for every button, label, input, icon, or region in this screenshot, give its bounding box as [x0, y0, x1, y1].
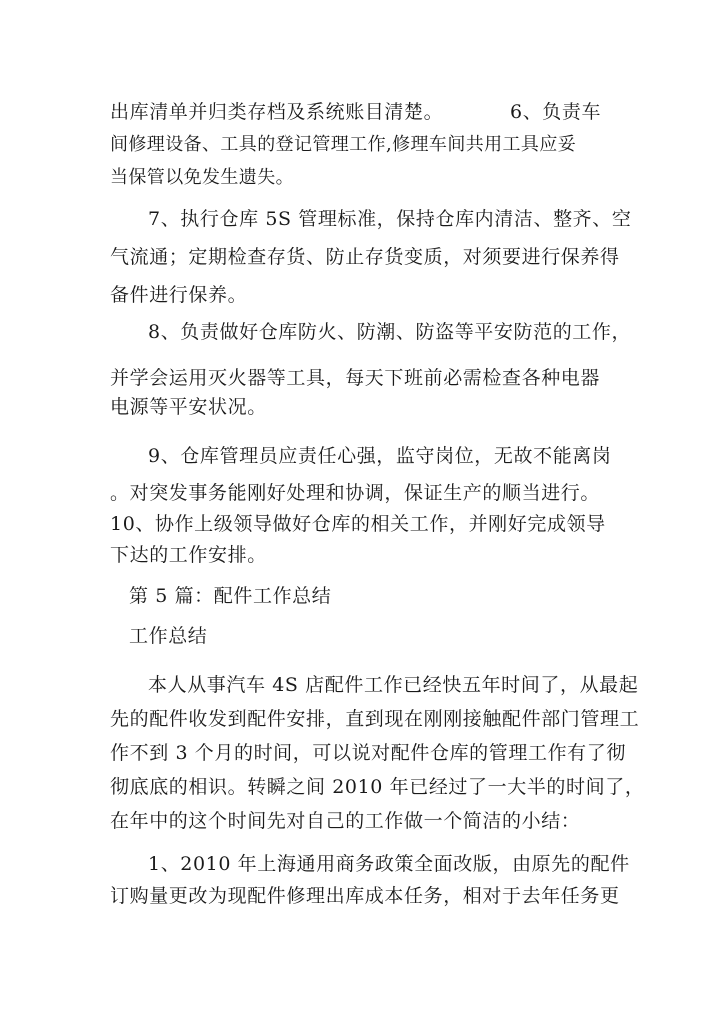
text-line: 电源等平安状况。	[110, 396, 267, 418]
text-line: 6、负责车	[510, 101, 602, 123]
text-line: 7、执行仓库 5S 管理标准，保持仓库内清洁、整齐、空	[148, 208, 632, 230]
text-line: 并学会运用灭火器等工具，每天下班前必需检查各种电器	[110, 367, 601, 389]
text-line: 1、2010 年上海通用商务政策全面改版，由原先的配件	[148, 853, 630, 875]
text-line: 作不到 3 个月的时间，可以说对配件仓库的管理工作有了彻	[110, 742, 626, 764]
text-line: 10、协作上级领导做好仓库的相关工作，并刚好完成领导	[110, 513, 606, 535]
section-heading: 第 5 篇：配件工作总结	[129, 585, 332, 607]
text-line: 9、仓库管理员应责任心强，监守岗位，无故不能离岗	[148, 445, 612, 467]
text-line: 。对突发事务能刚好处理和协调，保证生产的顺当进行。	[110, 482, 601, 504]
text-line: 彻底底的相识。转瞬之间 2010 年已经过了一大半的时间了，	[110, 776, 645, 798]
text-line: 出库清单并归类存档及系统账目清楚。	[110, 101, 444, 123]
text-line: 备件进行保养。	[110, 284, 248, 306]
text-line: 间修理设备、工具的登记管理工作,修理车间共用工具应妥	[110, 134, 577, 155]
text-line: 当保管以免发生遗失。	[110, 167, 294, 188]
text-line: 在年中的这个时间先对自己的工作做一个简洁的小结：	[110, 810, 581, 832]
text-line: 8、负责做好仓库防火、防潮、防盗等平安防范的工作，	[148, 321, 632, 343]
text-line: 气流通；定期检查存货、防止存货变质，对须要进行保养得	[110, 246, 620, 268]
text-line: 先的配件收发到配件安排，直到现在刚刚接触配件部门管理工	[110, 708, 640, 730]
text-line: 订购量更改为现配件修理出库成本任务，相对于去年任务更	[110, 885, 620, 907]
text-line: 下达的工作安排。	[110, 544, 267, 566]
section-subheading: 工作总结	[129, 625, 208, 647]
text-line: 本人从事汽车 4S 店配件工作已经快五年时间了，从最起	[148, 674, 639, 696]
